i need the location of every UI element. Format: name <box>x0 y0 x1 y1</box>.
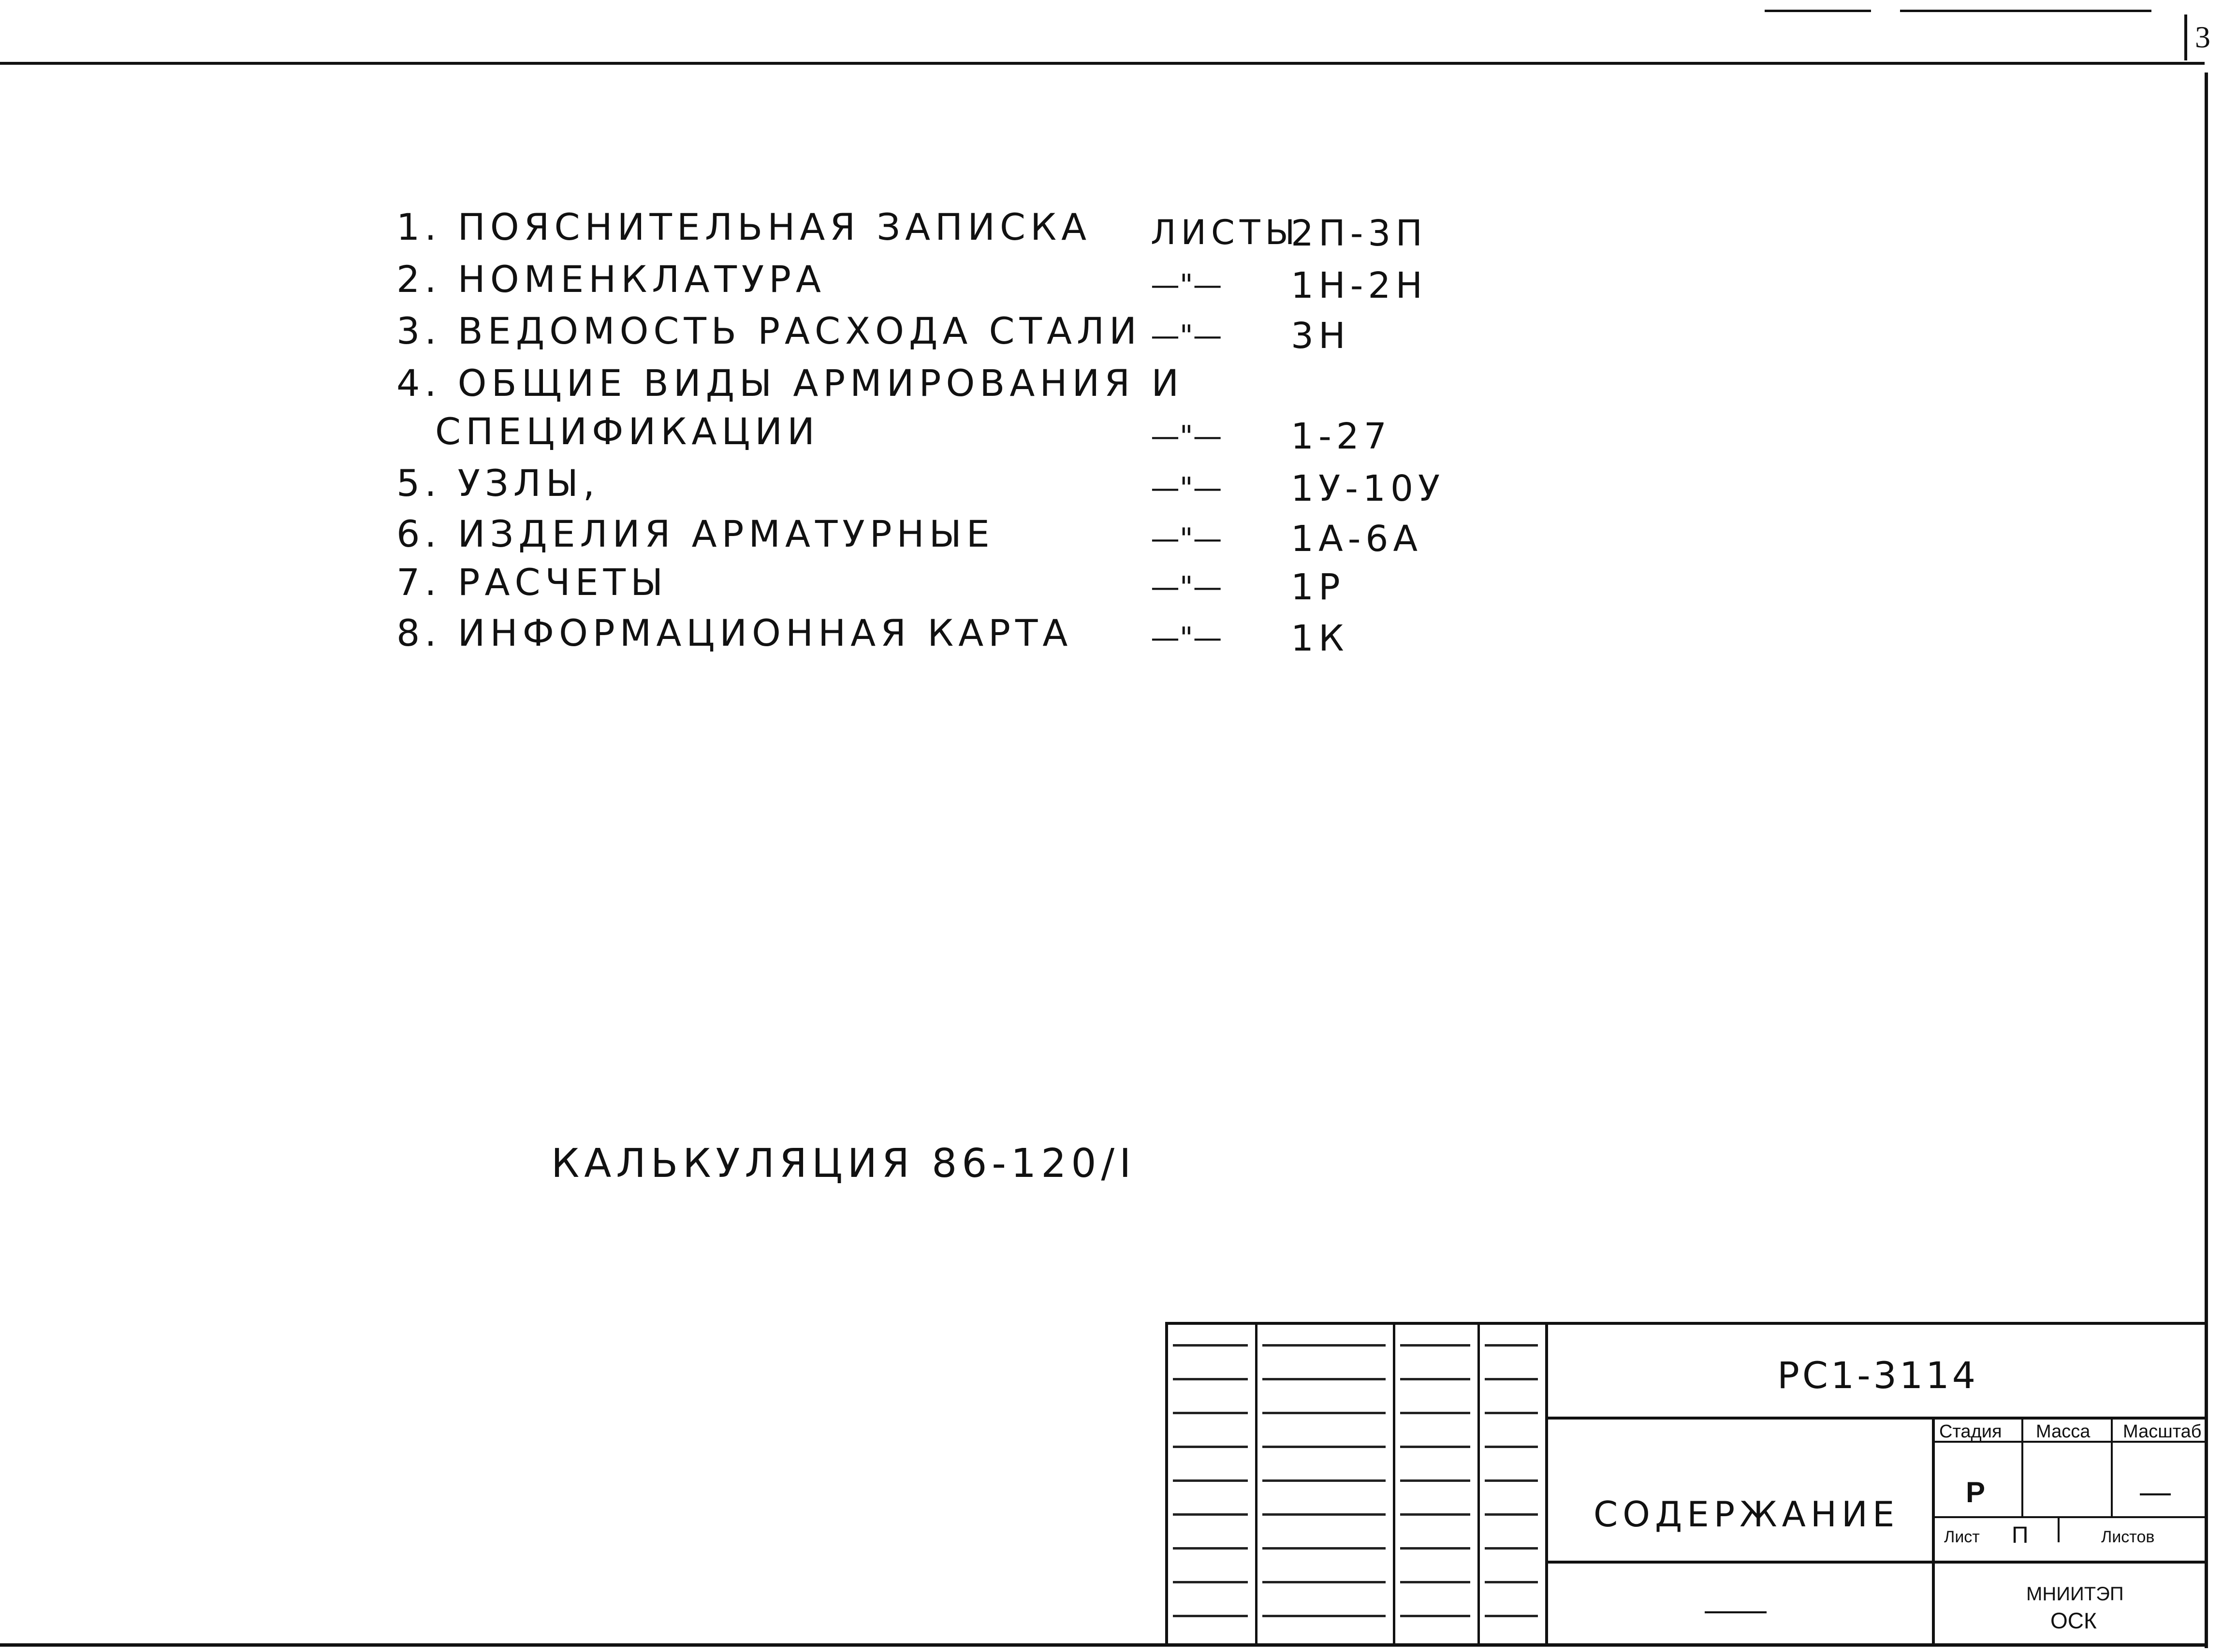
mass-header: Масса <box>2036 1421 2091 1442</box>
contents-item-6-sheets: 1А-6А <box>1291 518 1423 560</box>
contents-item-8-title: 8. ИНФОРМАЦИОННАЯ КАРТА <box>396 611 1073 654</box>
contents-item-4b-ditto: —"— <box>1151 420 1222 453</box>
contents-item-3-sheets: 3Н <box>1291 315 1350 357</box>
contents-item-2-sheets: 1Н-2Н <box>1291 265 1428 306</box>
scale-value: — <box>2140 1474 2171 1509</box>
page-number: 3 <box>2195 20 2210 54</box>
sheet-title: СОДЕРЖАНИЕ <box>1594 1494 1900 1535</box>
contents-item-2-title: 2. НОМЕНКЛАТУРА <box>396 258 826 301</box>
contents-list <box>0 0 2237 725</box>
bottom-dash: —— <box>1705 1592 1767 1627</box>
contents-item-4b-title: СПЕЦИФИКАЦИИ <box>435 410 820 453</box>
sheet-value: П <box>2012 1522 2029 1548</box>
contents-item-5-sheets: 1У-10У <box>1291 468 1445 509</box>
organization-name: МНИИТЭП <box>2026 1583 2124 1605</box>
contents-item-6-title: 6. ИЗДЕЛИЯ АРМАТУРНЫЕ <box>396 512 994 555</box>
sheets-total-label: Листов <box>2101 1528 2155 1546</box>
document-code: РС1-3114 <box>1777 1354 1979 1397</box>
revision-grid <box>1168 1325 1545 1646</box>
organization-division: ОСК <box>2050 1608 2097 1633</box>
contents-item-7-ditto: —"— <box>1151 570 1222 604</box>
stage-header: Стадия <box>1939 1421 2002 1442</box>
scale-header: Масштаб <box>2123 1421 2202 1442</box>
contents-item-7-sheets: 1Р <box>1291 566 1345 608</box>
contents-item-4b-sheets: 1-27 <box>1291 416 1391 457</box>
contents-item-8-ditto: —"— <box>1151 621 1222 655</box>
contents-item-8-sheets: 1К <box>1291 618 1349 659</box>
contents-item-3-ditto: —"— <box>1151 319 1222 353</box>
contents-item-4-title: 4. ОБЩИЕ ВИДЫ АРМИРОВАНИЯ И <box>396 362 1184 405</box>
sheet-label: Лист <box>1944 1528 1980 1546</box>
contents-item-5-ditto: —"— <box>1151 471 1222 505</box>
contents-item-3-title: 3. ВЕДОМОСТЬ РАСХОДА СТАЛИ <box>396 309 1141 352</box>
contents-item-1-title: 1. ПОЯСНИТЕЛЬНАЯ ЗАПИСКА <box>396 205 1092 248</box>
contents-item-6-ditto: —"— <box>1151 522 1222 556</box>
contents-item-7-title: 7. РАСЧЕТЫ <box>396 561 668 604</box>
stage-value: Р <box>1966 1476 1986 1508</box>
calculation-reference: КАЛЬКУЛЯЦИЯ 86-120/I <box>551 1141 1136 1187</box>
contents-item-2-ditto: —"— <box>1151 268 1222 302</box>
sheets-column-label: ЛИСТЫ <box>1151 213 1300 252</box>
contents-item-1-sheets: 2П-3П <box>1291 213 1428 254</box>
title-block <box>1165 1322 2208 1646</box>
contents-item-5-title: 5. УЗЛЫ, <box>396 462 600 505</box>
